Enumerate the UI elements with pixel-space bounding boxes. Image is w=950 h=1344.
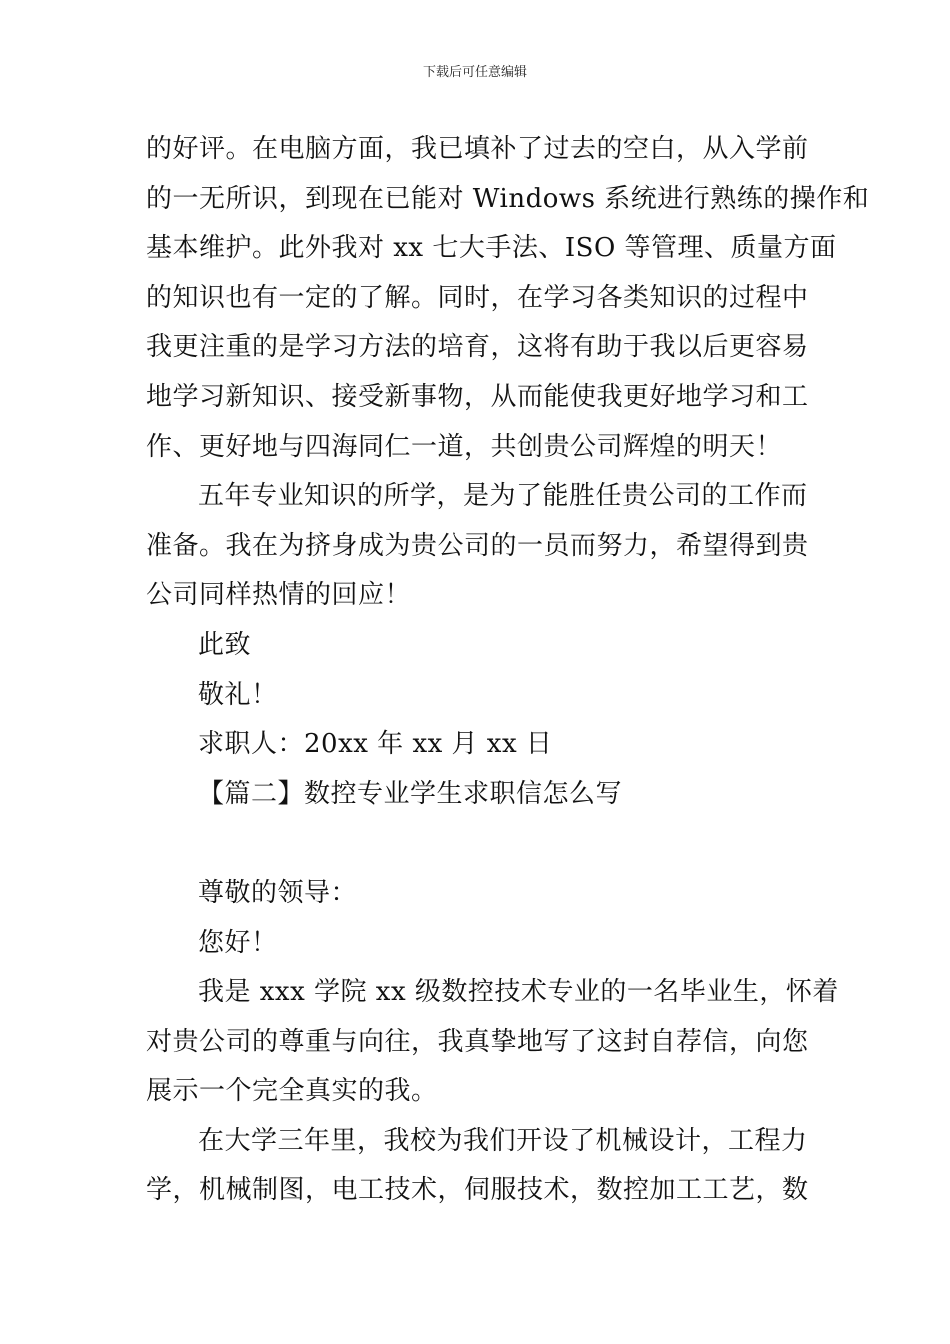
closing-greeting: 此致 bbox=[198, 629, 252, 660]
text-line: 公司同样热情的回应！ bbox=[146, 580, 412, 611]
paragraph-start: 在大学三年里，我校为我们开设了机械设计，工程力 bbox=[198, 1125, 808, 1156]
text-line: 作、更好地与四海同仁一道，共创贵公司辉煌的明天！ bbox=[146, 431, 783, 462]
text-line: 的一无所识，到现在已能对 Windows 系统进行熟练的操作和 bbox=[146, 183, 870, 214]
text-line: 准备。我在为挤身成为贵公司的一员而努力，希望得到贵 bbox=[146, 530, 809, 561]
text-line: 的知识也有一定的了解。同时，在学习各类知识的过程中 bbox=[146, 282, 809, 313]
page-header: 下载后可任意编辑 bbox=[422, 65, 527, 80]
text-line: 我更注重的是学习方法的培育，这将有助于我以后更容易 bbox=[146, 332, 809, 363]
salutation: 尊敬的领导： bbox=[198, 877, 358, 908]
section-heading: 【篇二】数控专业学生求职信怎么写 bbox=[198, 778, 623, 809]
greeting: 您好！ bbox=[198, 927, 278, 958]
text-line: 的好评。在电脑方面，我已填补了过去的空白，从入学前 bbox=[146, 134, 809, 164]
text-line: 地学习新知识、接受新事物，从而能使我更好地学习和工 bbox=[146, 381, 809, 412]
text-line: 学，机械制图，电工技术，伺服技术，数控加工工艺，数 bbox=[146, 1175, 809, 1206]
text-line: 对贵公司的尊重与向往，我真挚地写了这封自荐信，向您 bbox=[146, 1026, 809, 1057]
text-line: 展示一个完全真实的我。 bbox=[146, 1076, 438, 1107]
paragraph-start: 五年专业知识的所学，是为了能胜任贵公司的工作而 bbox=[198, 481, 808, 512]
text-line: 基本维护。此外我对 xx 七大手法、ISO 等管理、质量方面 bbox=[146, 233, 837, 264]
signature-line: 求职人：20xx 年 xx 月 xx 日 bbox=[198, 729, 553, 760]
paragraph-start: 我是 xxx 学院 xx 级数控技术专业的一名毕业生，怀着 bbox=[198, 977, 839, 1008]
document-body bbox=[146, 125, 870, 1216]
closing-salute: 敬礼！ bbox=[198, 679, 278, 710]
blank-line bbox=[146, 819, 808, 869]
